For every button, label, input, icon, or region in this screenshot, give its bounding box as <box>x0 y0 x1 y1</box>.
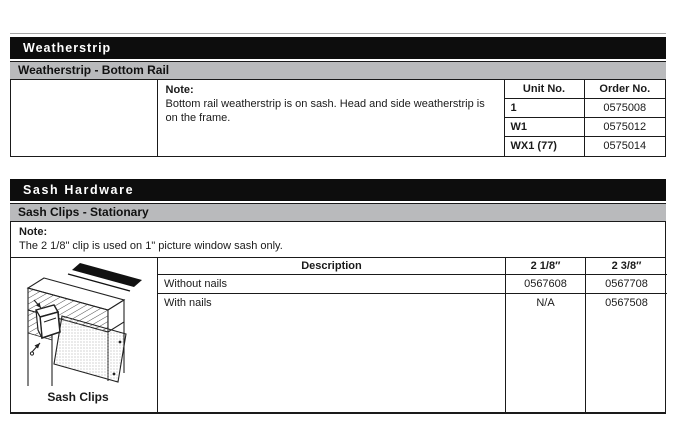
description-value: With nails <box>158 294 506 412</box>
sash-clips-table <box>10 258 666 414</box>
weatherstrip-table <box>10 80 666 157</box>
unit-no-value: 1 <box>505 99 585 117</box>
section-title-bar: Sash Hardware <box>10 179 666 201</box>
section-subtitle-bar: Weatherstrip - Bottom Rail <box>10 61 666 80</box>
unit-no-value: W1 <box>505 118 585 136</box>
unit-no-value: WX1 (77) <box>505 137 585 156</box>
sash-hardware-section <box>10 179 666 414</box>
note-cell <box>158 80 505 156</box>
table-header-row <box>505 80 666 99</box>
illustration-cell <box>11 258 158 412</box>
order-no-value: 0575014 <box>603 140 647 152</box>
size-2-3-8-header: 2 3/8″ <box>586 258 667 275</box>
table-row <box>505 118 666 137</box>
description-value: Without nails <box>158 275 506 294</box>
illustration-caption: Sash Clips <box>47 390 109 404</box>
order-no-value: 0567608 <box>506 275 586 294</box>
section-title-bar: Weatherstrip <box>10 37 666 59</box>
note-row <box>10 222 666 258</box>
order-no-value: 0575012 <box>603 121 647 133</box>
size-2-1-8-header: 2 1/8″ <box>506 258 586 275</box>
table-row <box>505 99 666 118</box>
note-label: Note: <box>165 84 194 96</box>
section-subtitle-bar: Sash Clips - Stationary <box>10 203 666 222</box>
note-text: The 2 1/8" clip is used on 1" picture window sash only. <box>19 240 283 252</box>
order-no-value: 0567508 <box>605 297 648 309</box>
empty-cell <box>11 80 158 156</box>
weatherstrip-section <box>10 37 666 157</box>
top-rule <box>10 33 666 34</box>
sash-clip-illustration <box>14 260 154 388</box>
order-no-header: Order No. <box>599 83 651 95</box>
note-text: Bottom rail weatherstrip is on sash. Head and side weatherstrip is on the frame. <box>165 98 485 124</box>
order-no-value: N/A <box>506 294 586 412</box>
order-no-value: 0567708 <box>586 275 667 294</box>
order-no-value: 0575008 <box>603 102 647 114</box>
part-number-subtable <box>505 80 666 156</box>
description-header: Description <box>158 258 506 275</box>
unit-no-header: Unit No. <box>505 80 585 98</box>
table-row <box>505 137 666 156</box>
note-label: Note: <box>19 226 48 238</box>
